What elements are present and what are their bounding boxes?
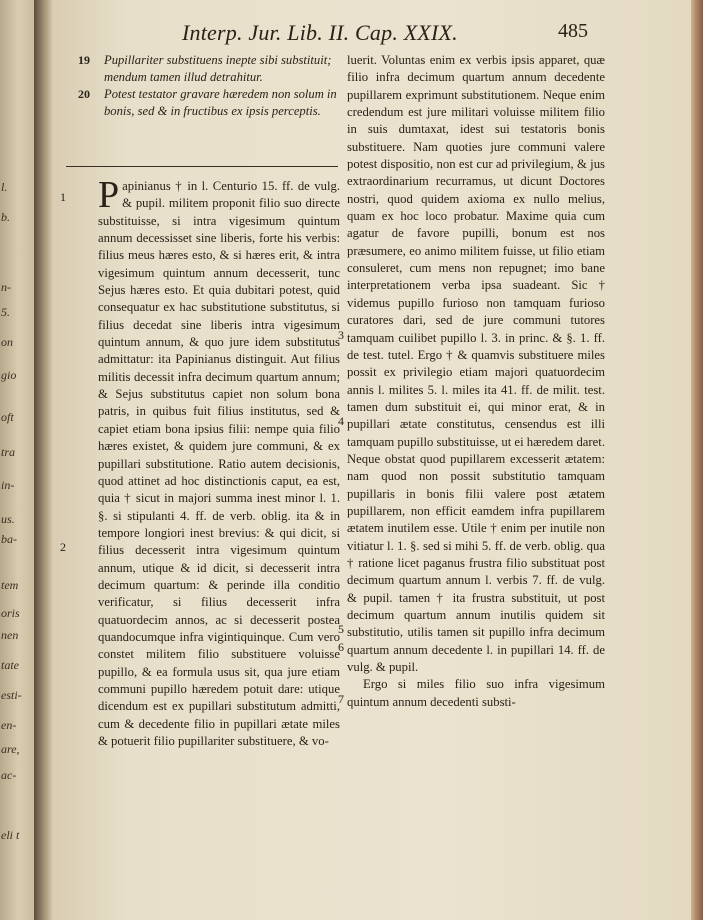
previous-page-fragment: ac-: [1, 768, 17, 782]
margin-number: 6: [338, 640, 344, 654]
previous-page-fragment: ba-: [1, 532, 17, 546]
page-number: 485: [558, 20, 588, 42]
margin-number: 2: [60, 540, 66, 554]
margin-number: 7: [338, 692, 344, 706]
margin-number: 4: [338, 414, 344, 428]
summary-text: Pupillariter substituens inepte sibi substituit; mendum tamen illud detrahitur.: [104, 53, 332, 84]
drop-capital: P: [98, 174, 120, 216]
section-divider: [66, 166, 338, 167]
left-text-column: [98, 174, 340, 750]
previous-page-edge: [0, 0, 34, 920]
previous-page-fragment: 5.: [1, 305, 10, 319]
previous-page-fragment: us.: [1, 512, 15, 526]
page: [52, 0, 691, 920]
summary-text: Potest testator gravare hæredem non solum in bonis, sed & in fructibus ex ipsis perceptis.: [104, 87, 337, 118]
summary-item: [52, 52, 342, 86]
previous-page-fragment: n-: [1, 280, 11, 294]
previous-page-fragment: en-: [1, 718, 17, 732]
previous-page-fragment: on: [1, 335, 13, 349]
right-text-column: [347, 52, 605, 711]
previous-page-fragment: gio: [1, 368, 17, 382]
previous-page-fragment: tate: [1, 658, 19, 672]
chapter-summary: [52, 52, 342, 120]
margin-number: 5: [338, 622, 344, 636]
previous-page-fragment: l.: [1, 180, 8, 194]
previous-page-fragment: b.: [1, 210, 10, 224]
margin-number: 1: [60, 190, 66, 204]
book-gutter: [34, 0, 52, 920]
body-paragraph: Ergo si miles filio suo infra vigesimum quintum annum decedenti substi-: [347, 677, 605, 709]
previous-page-fragment: eli t: [1, 828, 20, 842]
previous-page-fragment: tem: [1, 578, 19, 592]
running-title: Interp. Jur. Lib. II. Cap. XXIX.: [182, 20, 458, 45]
previous-page-fragment: oris: [1, 606, 20, 620]
body-paragraph: luerit. Voluntas enim ex verbis ipsis apparet, quæ filio infra decimum quartum annum decedente pupillarem exprimunt substitutionem. Neque enim credendum est jure militari voluisse militem filio in suis dumtaxat, idest sui testatoris bonis substituere. Nam quoties jure communi valere potest dispositio, non est cur ad privilegium, & jus extraordinarium recurramus, ut dicunt Doctores nostri, quod quidem axioma ex nullo melius, quam ex hoc loco probatur. Maxime quia cum agatur de favore pupilli, bonum est nos præsumere, eo animo militem fuisse, ut filio etiam consuleret, cum mens non repugnet; imo bane interpretationem verba ipsa suadeant. Sic † videmus pupillo furioso non tamquam furioso curatores dari, sed de jure communi tutores tamquam cuilibet pupillo l. 3. in princ. & §. 1. ff. de test. tutel. Ergo † & quamvis substituere miles possit ex privilegio etiam majori quatuordecim annis l. milites 5. l. miles ita 41. ff. de milit. test. tamen dum substituit ei, qui minor erat, & in pupillari ætate constitutus, censendus est illi tamquam pupillo substituisse, ut ei hæredem daret. Neque obstat quod pupillarem excesserit ætatem: nam quod non possit substitutio tamquam pupillaris in bonis filii valere post ætatem pupillarem, non efficit eamdem infra pupillarem ætatem inutilem esse. Utile † enim per inutile non vitiatur l. 1. §. sed si mihi 5. ff. de verb. oblig. qua † ratione licet paganus frustra filio substituat post decimum quartum annum l. verbis 7. ff. de vulg. & pupil. tamen † ita frustra substituit, ut post decimum quartum annum inutilis quidem sit substitutio, utilis tamen sit pupillo infra decimum quartum annum decedente l. in pupillari 14. ff. de vulg. & pupil.: [347, 53, 605, 675]
previous-page-fragment: are,: [1, 742, 20, 756]
summary-item: [52, 86, 342, 120]
previous-page-fragment: in-: [1, 478, 15, 492]
previous-page-fragment: nen: [1, 628, 19, 642]
previous-page-fragment: oft: [1, 410, 14, 424]
summary-number: 20: [78, 87, 90, 101]
previous-page-fragment: tra: [1, 445, 16, 459]
summary-number: 19: [78, 53, 90, 67]
body-paragraph: apinianus † in l. Centurio 15. ff. de vulg. & pupil. militem proponit filio suo directe substituisse, si intra vigesimum quintum annum decessisset sine liberis, forte his verbis: filius meus hæres esto, & si hæres erit, & intra vigesimum quintum annum decesserit, tunc Sejus hæres esto. Et quia dubitari potest, quid consequatur ex hac substitutione substitutus, si filius decedat sine liberis intra vigesimum quintum annum, & quo jure idem substitutus admittatur: ita Papinianus distinguit. Aut filius militis decessit infra decimum quartum annum; & Sejus substitutus capiet non solum bona patris, in quibus fuit filius institutus, sed & capiet etiam bona ipsius filii: nempe quia filio hæres existet, & quidem jure communi, & ex pupillari substitutione. Ratio autem decisionis, quod attinet ad hoc distinctionis caput, ea est, quia † sicut in majori summa inest minor l. 1. §. si stipulanti 4. ff. de verb. oblig. ita & in tempore longiori inest brevius: & qui dicit, si filius decesserit intra vigesimum quintum annum, utique & id dicit, si decesserit intra decimum quartum: & perinde illa conditio verificatur, si filius decesserit infra quatuordecim annos, ac si decesserit postea quandocumque infra vigintiquinque. Cum vero constet militem filio substituere voluisse pupillo, & ea formula usus sit, qua jure etiam communi pupillo hæredem potuit dare: utique dicendum est ex pupillari substitutum admitti, cum & decedente filio in pupillari ætate miles & potuerit filio pupillariter substituere, & vo-: [98, 179, 340, 748]
page-edge: [691, 0, 703, 920]
previous-page-fragment: esti-: [1, 688, 22, 702]
margin-number: 3: [338, 328, 344, 342]
